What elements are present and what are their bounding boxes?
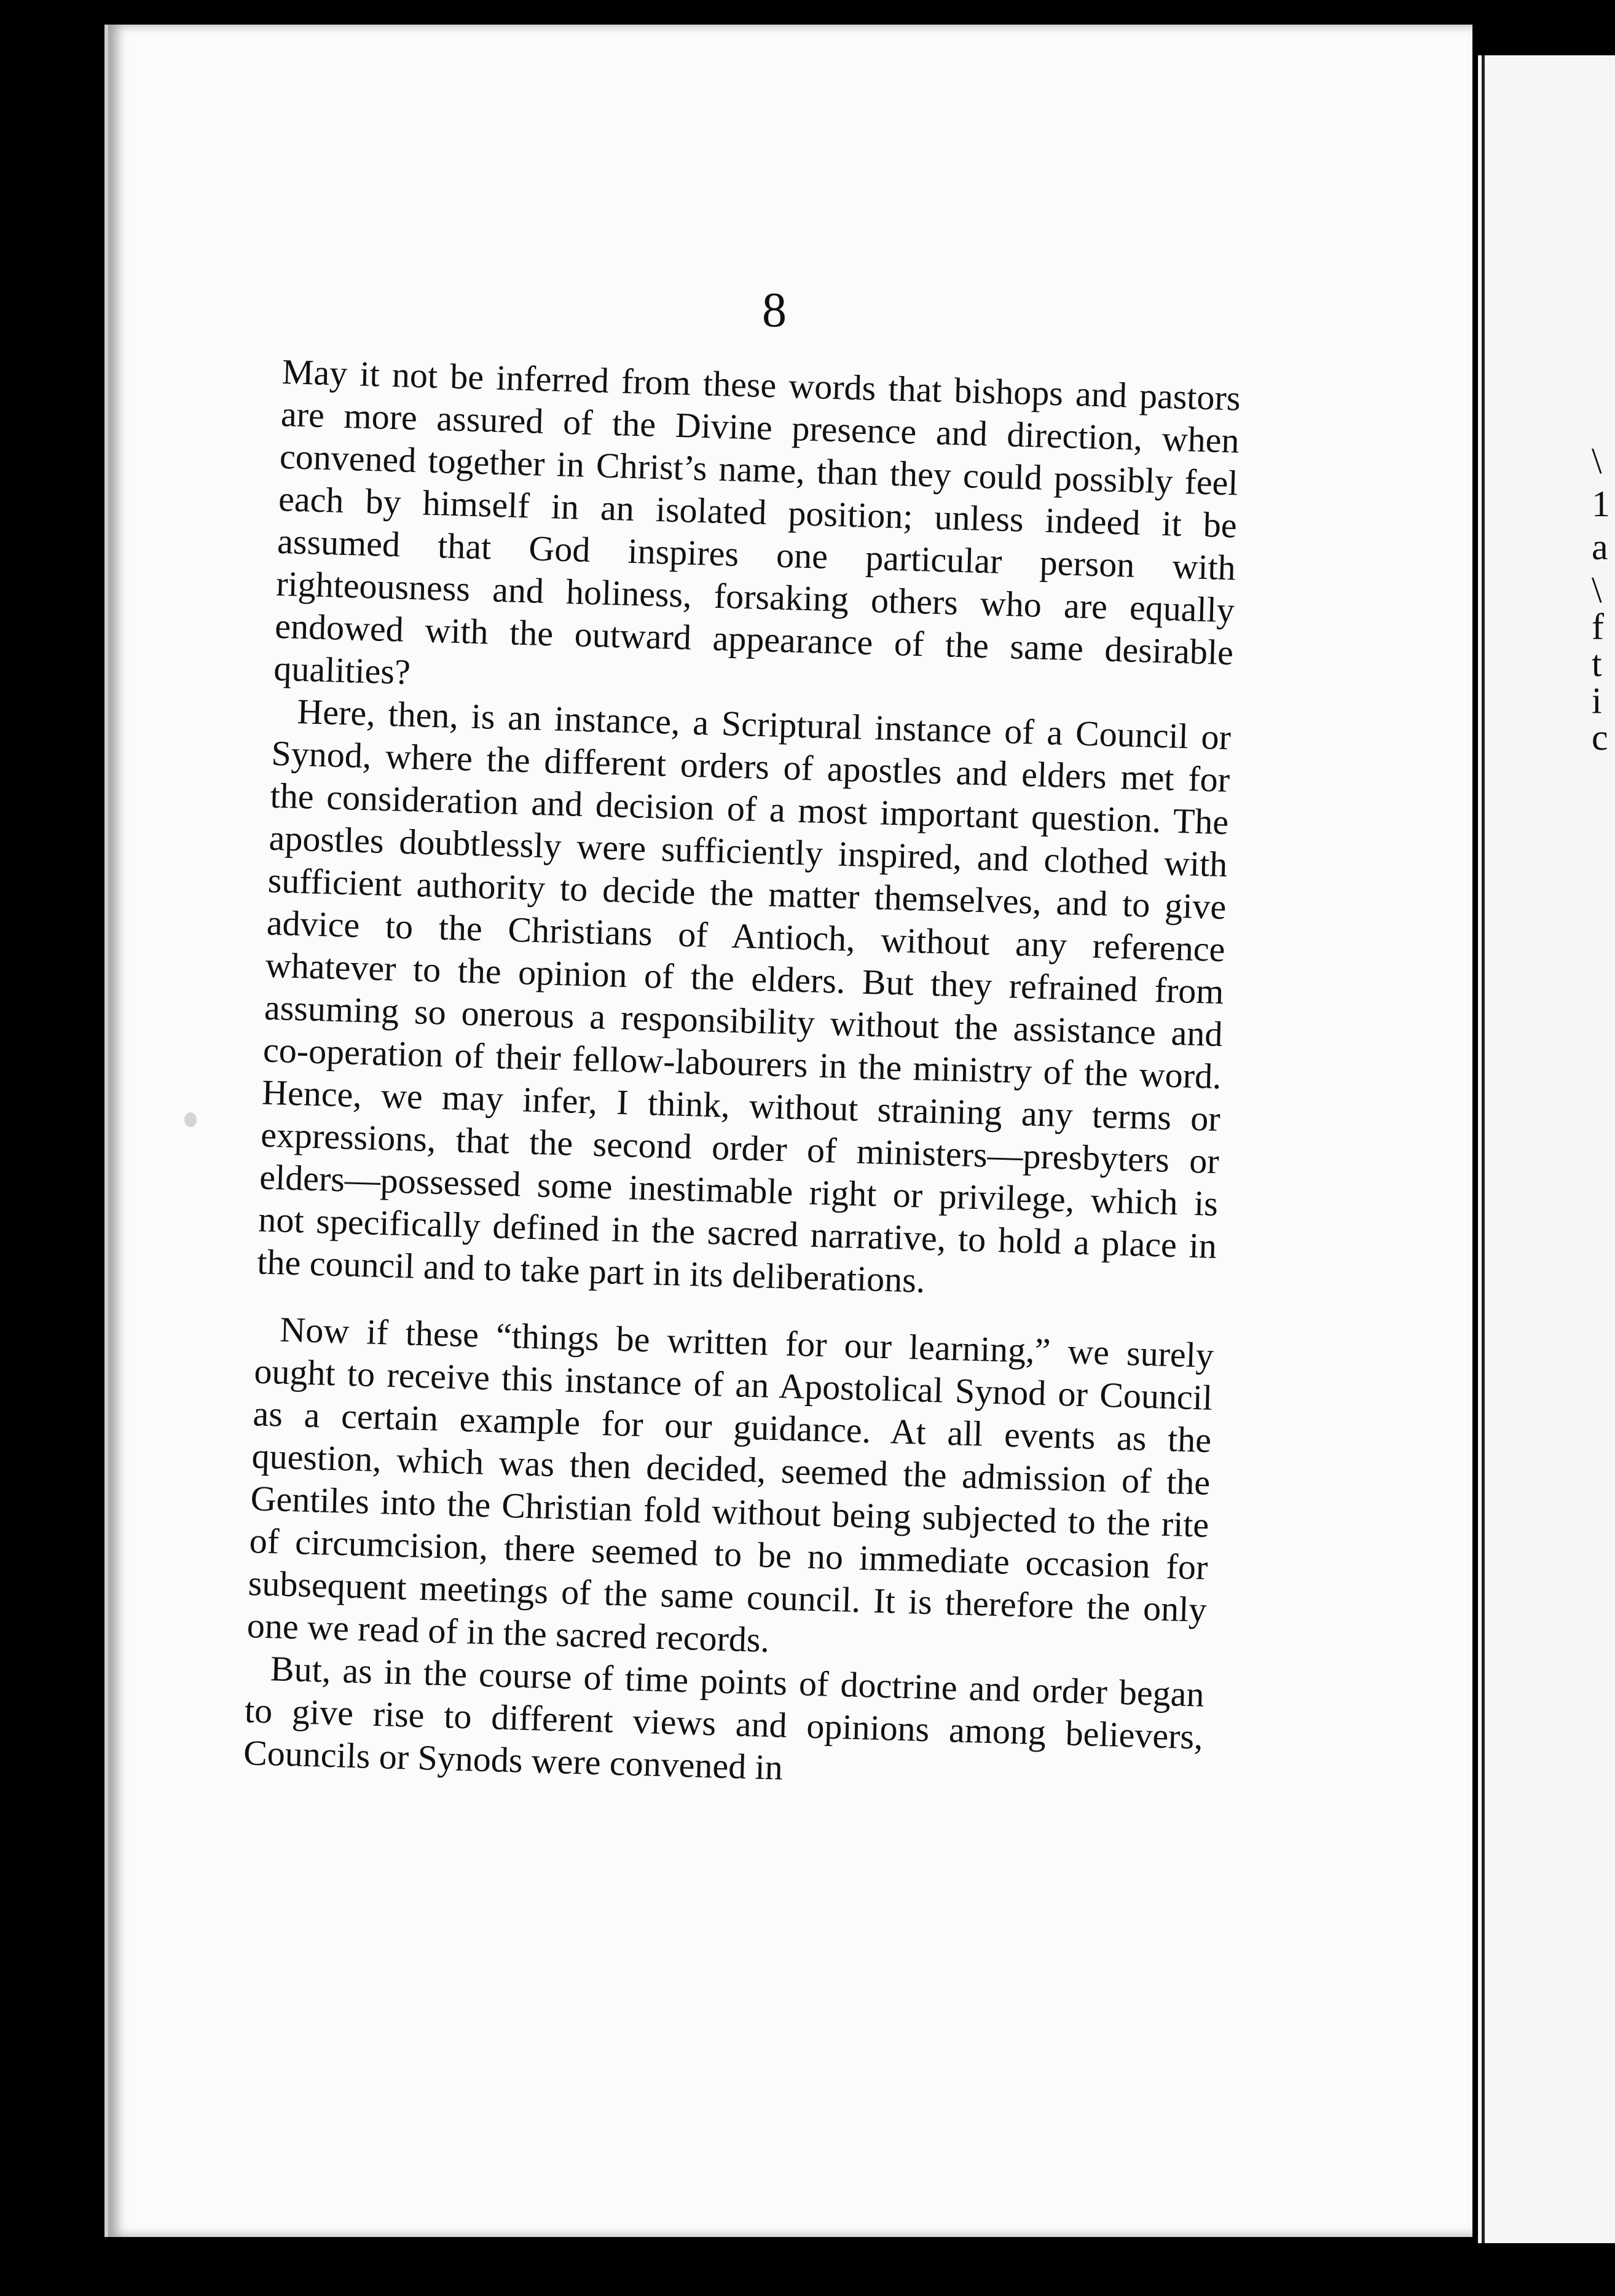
facing-page-fragment: a <box>1592 527 1608 567</box>
paragraph-4: But, as in the course of time points of doctrine and order began to give rise to different views and opinions among believers, Councils or Synods were convened in <box>243 1648 1205 1788</box>
ink-smudge <box>184 1112 197 1127</box>
facing-page-fragment: i <box>1592 680 1602 721</box>
body-text <box>243 350 1241 1801</box>
paragraph-1: May it not be inferred from these words that bishops and pastors are more assured of the Divine presence and direction, when convened together in Christ’s name, than they could possibly feel each by himself in an isolated position; unless indeed it be assumed that God inspires one particular person with righteousness and holiness, forsaking others who are equally endowed with the outward appearance of the same desirable qualities? <box>273 351 1241 692</box>
facing-page-fragment: \ <box>1592 441 1602 481</box>
facing-page-fragment: 1 <box>1592 484 1610 524</box>
facing-page-edge <box>1478 55 1615 2243</box>
paragraph-2: Here, then, is an instance, a Scriptural instance of a Council or Synod, where the different orders of apostles and elders met for the consideration and decision of a most important question. The apostles doubtlessly were sufficiently inspired, and clothed with sufficient authority to decide the matter themselves, and to give advice to the Christians of Antioch, without any reference whatever to the opinion of the elders. But they refrained from assuming so onerous a responsibility without the assistance and co-operation of their fellow-labourers in the ministry of the word. Hence, we may infer, I think, without straining any terms or expressions, that the second order of ministers—presbyters or elders—possessed some inestimable right or privilege, which is not specifically defined in the sacred narrative, to hold a place in the council and to take part in its deliberations. <box>256 691 1232 1300</box>
page-spine <box>1482 55 1485 2243</box>
paragraph-3: Now if these “things be written for our learning,” we surely ought to receive this instance of an Apostolical Synod or Council as a certain example for our guidance. At all events as the question, which was then decided, seemed the admission of the Gentiles into the Christian fold without being subjected to the rite of circumcision, there seemed to be no immediate occasion for subsequent meetings of the same council. It is therefore the only one we read of in the sacred records. <box>246 1309 1214 1660</box>
page-number: 8 <box>762 283 787 337</box>
facing-page-fragment: f <box>1592 607 1604 647</box>
facing-page-fragment: c <box>1592 717 1608 758</box>
facing-page-fragment: \ <box>1592 570 1602 610</box>
facing-page-fragment: t <box>1592 643 1602 684</box>
